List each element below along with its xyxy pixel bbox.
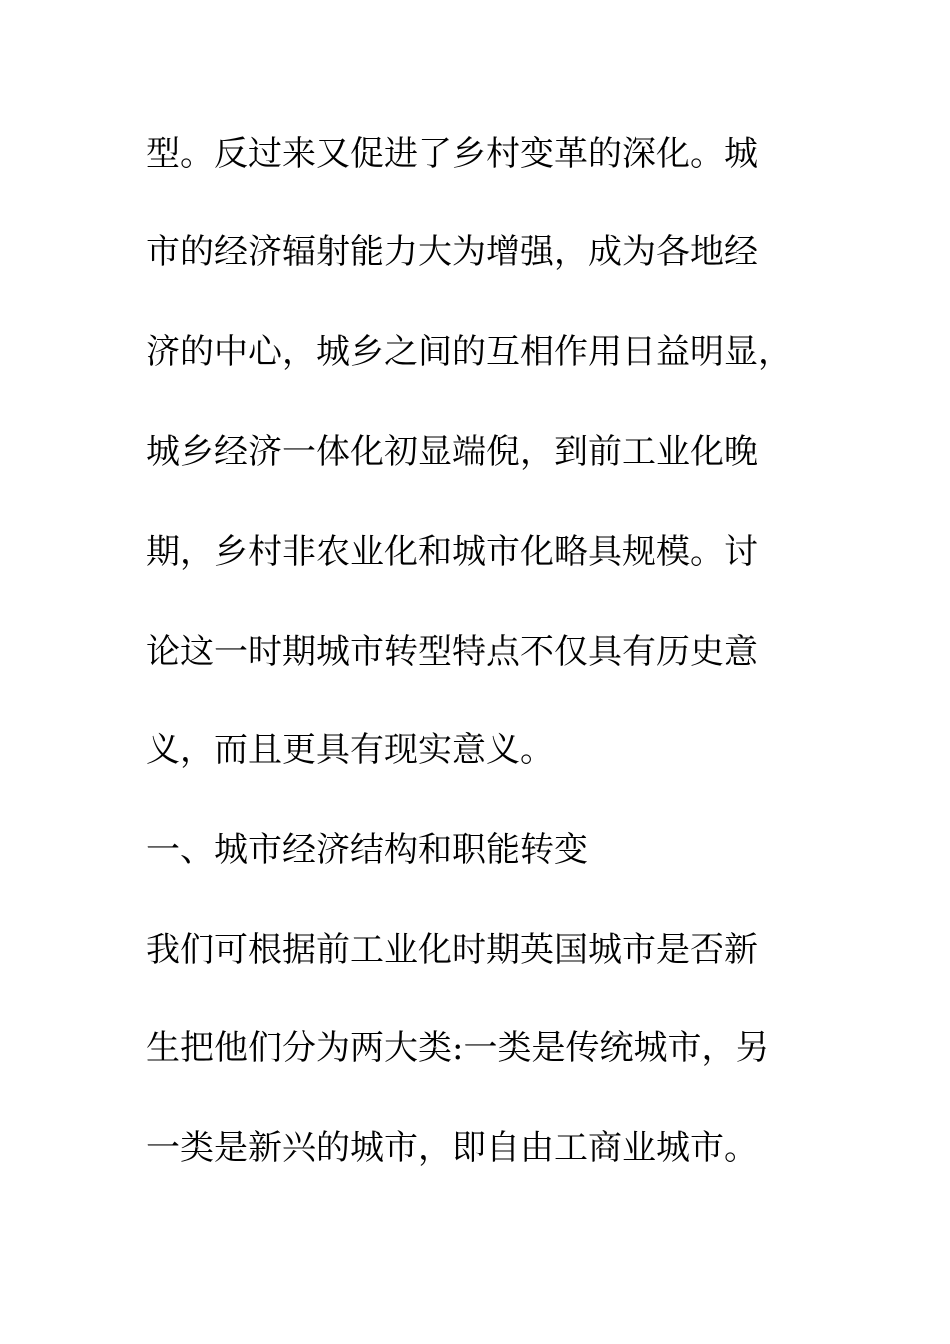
paragraph-line: 一类是新兴的城市，即自由工商业城市。 [146, 1128, 758, 1168]
paragraph-line: 生把他们分为两大类:一类是传统城市，另 [146, 1028, 770, 1068]
paragraph-line: 义，而且更具有现实意义。 [146, 730, 554, 770]
paragraph-line: 济的中心，城乡之间的互相作用日益明显， [146, 332, 792, 372]
paragraph-line: 城乡经济一体化初显端倪，到前工业化晚 [146, 432, 758, 472]
paragraph-line: 型。反过来又促进了乡村变革的深化。城 [146, 134, 758, 174]
section-heading: 一、城市经济结构和职能转变 [146, 830, 588, 870]
paragraph-line: 论这一时期城市转型特点不仅具有历史意 [146, 632, 758, 672]
paragraph-line: 我们可根据前工业化时期英国城市是否新 [146, 930, 758, 970]
paragraph-line: 市的经济辐射能力大为增强，成为各地经 [146, 232, 758, 272]
paragraph-line: 期，乡村非农业化和城市化略具规模。讨 [146, 532, 758, 572]
